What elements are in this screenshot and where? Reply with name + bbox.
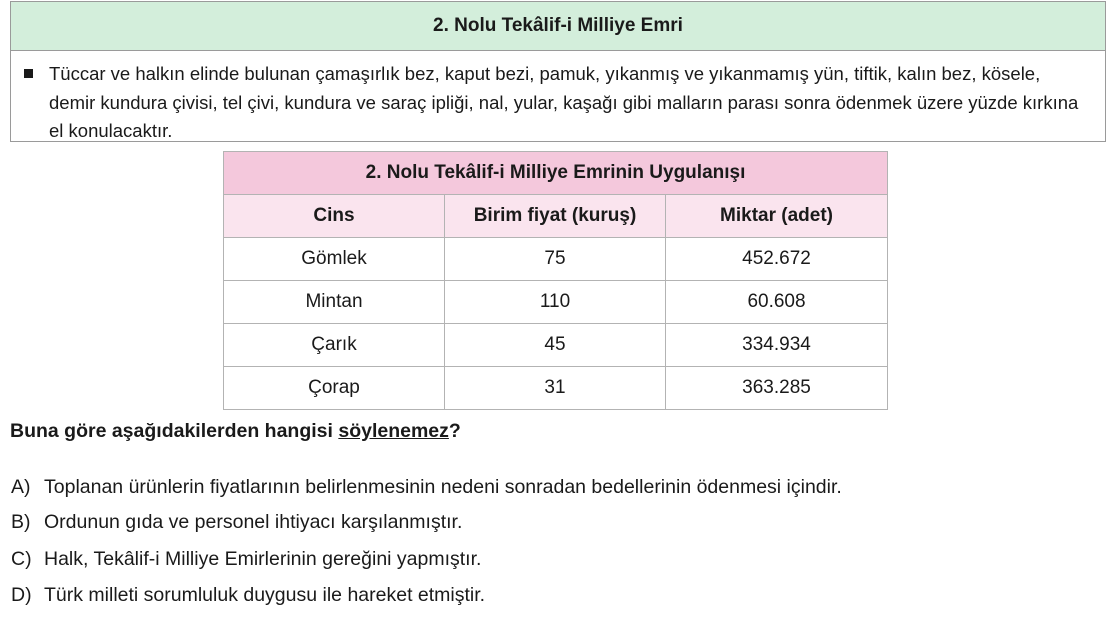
column-header-cins: Cins [224, 195, 445, 238]
cell-quantity: 363.285 [666, 367, 888, 410]
table-header-row [224, 195, 888, 238]
table-title: 2. Nolu Tekâlif-i Milliye Emrinin Uygulanışı [224, 152, 888, 195]
option-text: Ordunun gıda ve personel ihtiyacı karşılanmıştır. [44, 511, 463, 533]
option-letter: C) [11, 548, 32, 570]
square-bullet-icon [24, 69, 33, 78]
cell-item: Mintan [224, 281, 445, 324]
application-table [223, 151, 888, 410]
option-text: Türk milleti sorumluluk duygusu ile hareket etmiştir. [44, 584, 486, 606]
cell-unit-price: 45 [445, 324, 666, 367]
table-row [224, 238, 888, 281]
cell-quantity: 60.608 [666, 281, 888, 324]
option-letter: B) [11, 511, 31, 533]
decree-text-block [11, 51, 1105, 146]
cell-item: Gömlek [224, 238, 445, 281]
decree-title: 2. Nolu Tekâlif-i Milliye Emri [11, 2, 1105, 51]
answer-option-d[interactable] [11, 584, 485, 607]
question-prefix: Buna göre aşağıdakilerden hangisi [10, 420, 339, 442]
cell-unit-price: 75 [445, 238, 666, 281]
question-stem [10, 420, 461, 443]
table-row [224, 324, 888, 367]
question-suffix: ? [448, 420, 461, 442]
column-header-quantity: Miktar (adet) [666, 195, 888, 238]
answer-option-b[interactable] [11, 511, 462, 534]
cell-unit-price: 31 [445, 367, 666, 410]
option-text: Halk, Tekâlif-i Milliye Emirlerinin gereğini yapmıştır. [44, 548, 482, 570]
cell-item: Çorap [224, 367, 445, 410]
cell-unit-price: 110 [445, 281, 666, 324]
question-underlined-word: söylenemez [338, 420, 449, 442]
decree-text: Tüccar ve halkın elinde bulunan çamaşırlık bez, kaput bezi, pamuk, yıkanmış ve yıkanmamış yün, tiftik, kalın bez, kösele, demir kundura çivisi, tel çivi, kundura ve saraç ipliği, nal, yular, kaşağı gibi malların parası sonra ödenmek üzere yüzde kırkına el konulacaktır. [49, 63, 1079, 141]
answer-option-a[interactable] [11, 476, 842, 499]
option-letter: D) [11, 584, 32, 606]
decree-box [10, 1, 1106, 142]
option-letter: A) [11, 476, 31, 498]
cell-quantity: 452.672 [666, 238, 888, 281]
answer-option-c[interactable] [11, 548, 481, 571]
cell-quantity: 334.934 [666, 324, 888, 367]
cell-item: Çarık [224, 324, 445, 367]
table-row [224, 367, 888, 410]
column-header-unit-price: Birim fiyat (kuruş) [445, 195, 666, 238]
table-row [224, 281, 888, 324]
option-text: Toplanan ürünlerin fiyatlarının belirlenmesinin nedeni sonradan bedellerinin ödenmesi içindir. [44, 476, 842, 498]
